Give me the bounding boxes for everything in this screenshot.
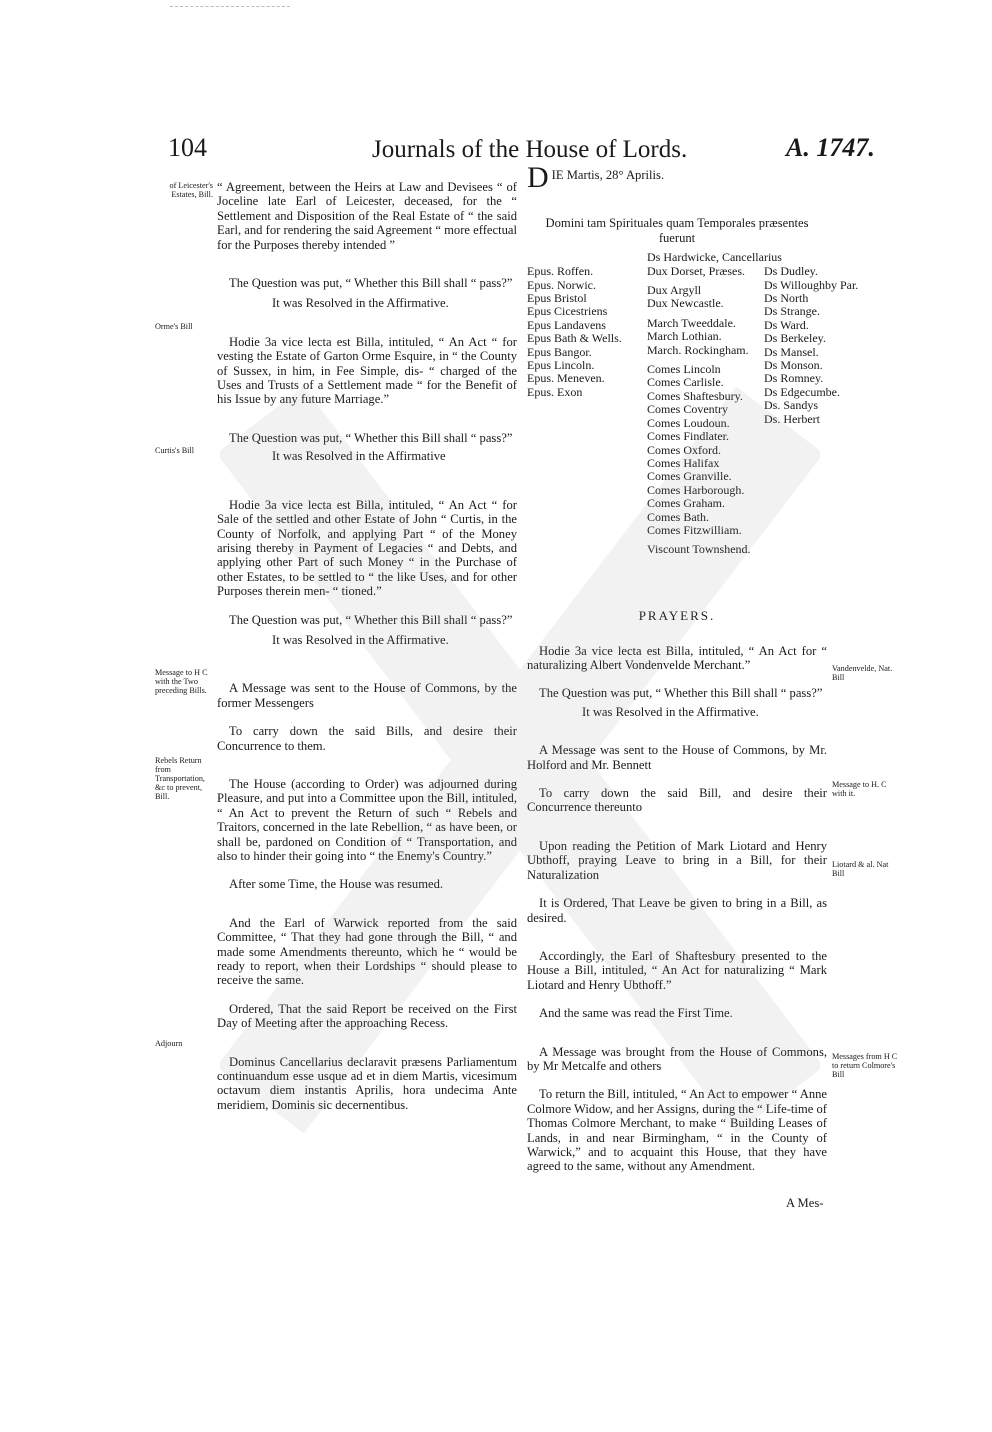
prayers-heading: PRAYERS.	[638, 608, 716, 624]
curtis-bill-text: Hodie 3a vice lecta est Billa, intituled, “ An Act “ for Sale of the settled and other Estate of John “ Curtis, in the County of Norfolk, and applying Part “ of the Money arising thereby in Payment of Legacies “ and Debts, and applying other Part of such Money “ in the Purchase of other Estates, to be settled to “ the like Uses, and for other Purposes therein men- “ tioned.”	[217, 497, 517, 599]
bishop-entry: Epus Landavens	[527, 317, 606, 332]
peer-entry: Ds Hardwicke, Cancellarius	[647, 250, 782, 265]
peer-entry: Comes Fitzwilliam.	[647, 522, 742, 537]
resolution-4: It was Resolved in the Affirmative.	[582, 704, 759, 719]
peer-entry: Comes Carlisle.	[647, 375, 724, 390]
page-title: Journals of the House of Lords.	[372, 136, 688, 163]
peer-entry: Comes Loudoun.	[647, 415, 730, 430]
peer-entry: Comes Shaftesbury.	[647, 388, 743, 403]
message-from-commons-paragraph: A Message was brought from the House of Commons, by Mr Metcalfe and others	[527, 1044, 827, 1073]
peer-entry: March. Rockingham.	[647, 342, 749, 357]
question-4: The Question was put, “ Whether this Bill shall “ pass?”	[539, 686, 823, 701]
question-1: The Question was put, “ Whether this Bill shall “ pass?”	[229, 276, 513, 291]
bishop-entry: Epus Bath & Wells.	[527, 331, 622, 346]
warwick-report-paragraph: And the Earl of Warwick reported from the said Committee, “ That they had gone through the Bill, “ and made some Amendments thereunto, which he “ would be ready to report, when their Lordships “ should please to receive the same.	[217, 915, 517, 988]
bishop-entry: Epus Bristol	[527, 291, 587, 306]
peer-entry: Dux Argyll	[647, 283, 702, 298]
colmore-bill-paragraph: To return the Bill, intituled, “ An Act to empower “ Anne Colmore Widow, and her Assigns, during the “ Life-time of Thomas Colmore Merchant, to make “ Building Leases of Lands, in and near Birmingham, “ in the County of Warwick,” and to acquaint this House, that they have agreed to the same, without any Amendment.	[527, 1087, 827, 1174]
leicester-agreement-text: “ Agreement, between the Heirs at Law and Devisees “ of Joceline late Earl of Leicester, deceased, for the “ Settlement and Disposition of the Real Estate of “ the said Earl, and for rendering the said Agreement “ more effectual for the Purposes thereby intended ”	[217, 180, 517, 252]
baron-entry: Ds Romney.	[764, 371, 824, 386]
bishop-entry: Epus. Roffen.	[527, 264, 594, 279]
bishop-entry: Epus. Exon	[527, 384, 583, 399]
vandenvelde-bill-text: Hodie 3a vice lecta est Billa, intituled, “ An Act for “ naturalizing Albert Vondenvelde Merchant.”	[527, 643, 827, 673]
margin-note-message-right: Message to H. C with it.	[832, 780, 887, 798]
right-column	[527, 161, 859, 1188]
first-reading-paragraph: And the same was read the First Time.	[539, 1006, 733, 1021]
left-column	[217, 180, 517, 1126]
baron-entry: Ds Berkeley.	[764, 331, 826, 346]
baron-entry: Ds. Sandys	[764, 398, 819, 413]
peer-entry: Viscount Townshend.	[647, 542, 751, 557]
margin-note-messages-from: Messages from H C to return Colmore's Bill	[832, 1052, 898, 1079]
peer-entry: Comes Harborough.	[647, 482, 745, 497]
ordered-paragraph: Ordered, That the said Report be received on the First Day of Meeting after the approaching Recess.	[217, 1001, 517, 1031]
peer-entry: Comes Graham.	[647, 496, 725, 511]
barons-column	[764, 265, 884, 426]
session-date	[527, 161, 827, 194]
message-commons-paragraph: A Message was sent to the House of Commons, by Mr. Holford and Mr. Bennett	[527, 743, 827, 772]
lords-present-list	[527, 250, 859, 581]
leave-ordered-paragraph: It is Ordered, That Leave be given to bring in a Bill, as desired.	[527, 896, 827, 925]
baron-entry: Ds Dudley.	[764, 264, 818, 279]
bishop-entry: Epus. Norwic.	[527, 277, 596, 292]
baron-entry: Ds Strange.	[764, 304, 820, 319]
margin-note-rebels: Rebels Return from Transportation, &c to prevent, Bill.	[155, 756, 205, 801]
margin-note-adjourn: Adjourn	[155, 1039, 183, 1048]
margin-note-message: Message to H C with the Two preceding Bills.	[155, 668, 208, 695]
margin-note-leicester: of Leicester's Estates, Bill.	[169, 181, 213, 199]
liotard-petition-paragraph: Upon reading the Petition of Mark Liotard and Henry Ubthoff, praying Leave to bring in a Bill, for their Naturalization	[527, 838, 827, 882]
margin-note-liotard: Liotard & al. Nat Bill	[832, 860, 889, 878]
peer-entry: Dux Dorset, Præses.	[647, 263, 745, 278]
baron-entry: Ds Ward.	[764, 317, 809, 332]
baron-entry: Ds Mansel.	[764, 344, 819, 359]
bishop-entry: Epus. Meneven.	[527, 371, 605, 386]
rebels-committee-paragraph: The House (according to Order) was adjourned during Pleasure, and put into a Committee upon the Bill, intituled, “ An Act to prevent the Return of such “ Rebels and Traitors, concerned in the late Rebellion, “ as have been, or shall be, pardoned on Condition of “ Transportation, and also to hinder their going into “ the Enemy's Country.”	[217, 776, 517, 863]
session-date-text: IE Martis, 28° Aprilis.	[551, 168, 665, 182]
shaftesbury-bill-paragraph: Accordingly, the Earl of Shaftesbury presented to the House a Bill, intituled, “ An Act for naturalizing “ Mark Liotard and Henry Ubthoff.”	[527, 948, 827, 992]
question-3: The Question was put, “ Whether this Bill shall “ pass?”	[229, 612, 513, 627]
carry-bill-paragraph: To carry down the said Bill, and desire their Concurrence thereunto	[527, 786, 827, 815]
peer-entry: Comes Granville.	[647, 469, 732, 484]
peer-entry: Comes Findlater.	[647, 429, 729, 444]
margin-note-vandenvelde: Vandenvelde, Nat. Bill	[832, 664, 893, 682]
bishop-entry: Epus Bangor.	[527, 344, 592, 359]
peer-entry: Comes Bath.	[647, 509, 709, 524]
question-2: The Question was put, “ Whether this Bill shall “ pass?”	[229, 430, 513, 445]
peer-entry: Comes Lincoln	[647, 362, 721, 377]
resolution-1: It was Resolved in the Affirmative.	[272, 296, 449, 311]
adjournment-paragraph: Dominus Cancellarius declaravit præsens Parliamentum continuandum esse usque ad et in diem Martis, vicesimum octavum diem instantis Aprilis, hora undecima Ante meridiem, Dominis sic decernentibus.	[217, 1054, 517, 1112]
baron-entry: Ds. Herbert	[764, 411, 820, 426]
resolution-3: It was Resolved in the Affirmative.	[272, 632, 449, 647]
baron-entry: Ds Edgecumbe.	[764, 384, 840, 399]
peer-entry: March Tweeddale.	[647, 315, 736, 330]
margin-note-curtis: Curtis's Bill	[155, 446, 195, 455]
margin-note-orme: Orme's Bill	[155, 322, 193, 331]
lords-present-heading: Domini tam Spirituales quam Temporales præsentes fuerunt	[545, 216, 809, 245]
bishop-entry: Epus Lincoln.	[527, 358, 595, 373]
scan-edge-marks	[170, 6, 290, 9]
peer-entry: Comes Coventry	[647, 402, 728, 417]
page-number: 104	[168, 133, 207, 162]
peer-entry: Comes Oxford.	[647, 442, 721, 457]
house-resumed-paragraph: After some Time, the House was resumed.	[229, 877, 444, 892]
baron-entry: Ds Monson.	[764, 358, 823, 373]
message-paragraph: A Message was sent to the House of Commons, by the former Messengers	[217, 681, 517, 710]
peer-entry: Comes Halifax	[647, 455, 720, 470]
peer-entry: March Lothian.	[647, 329, 722, 344]
bishops-column	[527, 265, 639, 399]
baron-entry: Ds North	[764, 291, 809, 306]
orme-bill-text: Hodie 3a vice lecta est Billa, intituled, “ An Act “ for vesting the Estate of Garton Orme Esquire, in “ the County of Sussex, in him, in Fee Simple, dis- “ charged of the Uses and Trusts of a Settlement made “ for the Benefit of his Issue by any future Marriage.”	[217, 334, 517, 407]
carry-bills-paragraph: To carry down the said Bills, and desire their Concurrence to them.	[217, 724, 517, 753]
bishop-entry: Epus Cicestriens	[527, 304, 608, 319]
page-year: A. 1747.	[786, 133, 875, 162]
resolution-2: It was Resolved in the Affirmative	[272, 449, 446, 464]
drop-cap: D	[527, 161, 549, 194]
baron-entry: Ds Willoughby Par.	[764, 277, 859, 292]
peer-entry: Dux Newcastle.	[647, 296, 724, 311]
catchword: A Mes-	[786, 1196, 824, 1210]
